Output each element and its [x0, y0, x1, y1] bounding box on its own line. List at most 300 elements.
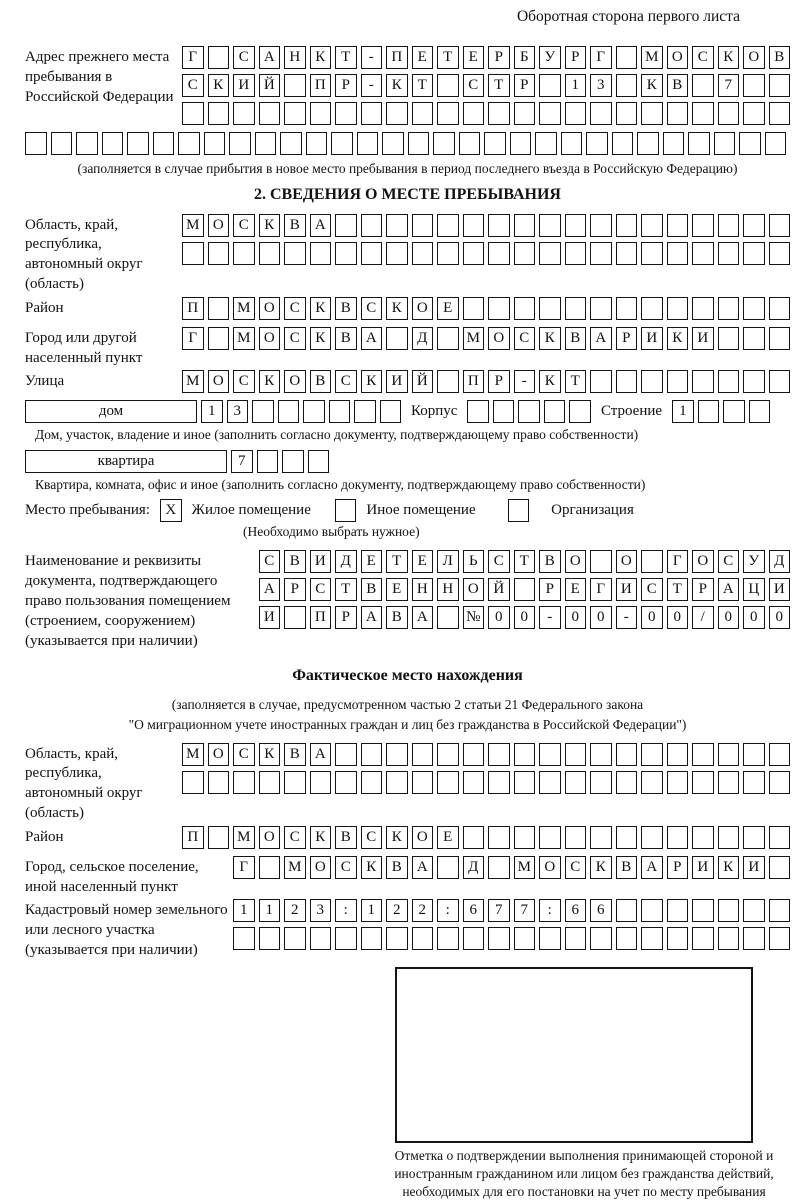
- char-cell[interactable]: [514, 743, 536, 766]
- char-cell[interactable]: Й: [412, 370, 434, 393]
- char-cell[interactable]: 0: [743, 606, 765, 629]
- char-cell[interactable]: [493, 400, 515, 423]
- char-cell[interactable]: Е: [565, 578, 587, 601]
- char-cell[interactable]: [437, 370, 459, 393]
- char-cell[interactable]: [641, 214, 663, 237]
- char-cell[interactable]: [386, 771, 408, 794]
- prev-address-row-4[interactable]: [25, 132, 790, 155]
- char-cell[interactable]: С: [233, 743, 255, 766]
- char-cell[interactable]: О: [488, 327, 510, 350]
- char-cell[interactable]: [565, 102, 587, 125]
- char-cell[interactable]: :: [539, 899, 561, 922]
- char-cell[interactable]: С: [259, 550, 281, 573]
- char-cell[interactable]: Д: [769, 550, 791, 573]
- char-cell[interactable]: [667, 214, 689, 237]
- char-cell[interactable]: [329, 400, 351, 423]
- char-cell[interactable]: С: [335, 856, 357, 879]
- char-cell[interactable]: [208, 102, 230, 125]
- korpus-row[interactable]: [467, 400, 591, 423]
- char-cell[interactable]: [743, 927, 765, 950]
- al-region-row-1[interactable]: [182, 743, 790, 766]
- char-cell[interactable]: Н: [437, 578, 459, 601]
- char-cell[interactable]: 2: [284, 899, 306, 922]
- char-cell[interactable]: [539, 102, 561, 125]
- char-cell[interactable]: [590, 242, 612, 265]
- char-cell[interactable]: [463, 242, 485, 265]
- char-cell[interactable]: А: [361, 327, 383, 350]
- char-cell[interactable]: Р: [488, 370, 510, 393]
- char-cell[interactable]: [586, 132, 608, 155]
- char-cell[interactable]: [204, 132, 226, 155]
- char-cell[interactable]: -: [361, 46, 383, 69]
- char-cell[interactable]: Р: [284, 578, 306, 601]
- char-cell[interactable]: С: [310, 578, 332, 601]
- char-cell[interactable]: [361, 927, 383, 950]
- char-cell[interactable]: [259, 771, 281, 794]
- char-cell[interactable]: [437, 214, 459, 237]
- char-cell[interactable]: [616, 74, 638, 97]
- char-cell[interactable]: [667, 927, 689, 950]
- char-cell[interactable]: Т: [335, 578, 357, 601]
- char-cell[interactable]: [308, 450, 330, 473]
- char-cell[interactable]: 7: [231, 450, 253, 473]
- char-cell[interactable]: [769, 102, 791, 125]
- char-cell[interactable]: С: [641, 578, 663, 601]
- char-cell[interactable]: С: [284, 327, 306, 350]
- char-cell[interactable]: Р: [335, 606, 357, 629]
- prev-address-row-2[interactable]: [175, 74, 790, 97]
- char-cell[interactable]: 3: [590, 74, 612, 97]
- house-type-box[interactable]: [25, 400, 197, 423]
- char-cell[interactable]: К: [539, 327, 561, 350]
- char-cell[interactable]: О: [284, 370, 306, 393]
- char-cell[interactable]: С: [718, 550, 740, 573]
- char-cell[interactable]: [284, 771, 306, 794]
- char-cell[interactable]: [278, 400, 300, 423]
- char-cell[interactable]: [361, 771, 383, 794]
- char-cell[interactable]: М: [641, 46, 663, 69]
- char-cell[interactable]: [565, 927, 587, 950]
- char-cell[interactable]: Е: [361, 550, 383, 573]
- char-cell[interactable]: [437, 927, 459, 950]
- city-row[interactable]: [182, 327, 790, 350]
- char-cell[interactable]: Ь: [463, 550, 485, 573]
- char-cell[interactable]: К: [310, 297, 332, 320]
- char-cell[interactable]: 0: [565, 606, 587, 629]
- char-cell[interactable]: 1: [565, 74, 587, 97]
- char-cell[interactable]: [514, 242, 536, 265]
- char-cell[interactable]: [718, 743, 740, 766]
- char-cell[interactable]: [335, 242, 357, 265]
- char-cell[interactable]: [386, 327, 408, 350]
- char-cell[interactable]: К: [361, 856, 383, 879]
- char-cell[interactable]: -: [539, 606, 561, 629]
- char-cell[interactable]: [769, 327, 791, 350]
- char-cell[interactable]: М: [463, 327, 485, 350]
- char-cell[interactable]: Н: [412, 578, 434, 601]
- char-cell[interactable]: [437, 606, 459, 629]
- al-city-row[interactable]: [230, 856, 790, 879]
- char-cell[interactable]: [76, 132, 98, 155]
- char-cell[interactable]: [303, 400, 325, 423]
- char-cell[interactable]: [310, 771, 332, 794]
- char-cell[interactable]: [259, 242, 281, 265]
- char-cell[interactable]: [182, 242, 204, 265]
- char-cell[interactable]: [310, 242, 332, 265]
- char-cell[interactable]: 3: [310, 899, 332, 922]
- char-cell[interactable]: 1: [361, 899, 383, 922]
- char-cell[interactable]: С: [565, 856, 587, 879]
- char-cell[interactable]: [437, 102, 459, 125]
- char-cell[interactable]: И: [692, 856, 714, 879]
- char-cell[interactable]: Ц: [743, 578, 765, 601]
- char-cell[interactable]: О: [208, 743, 230, 766]
- char-cell[interactable]: А: [361, 606, 383, 629]
- char-cell[interactable]: [692, 743, 714, 766]
- char-cell[interactable]: С: [692, 46, 714, 69]
- char-cell[interactable]: К: [259, 214, 281, 237]
- al-region-row-2[interactable]: [182, 771, 790, 794]
- char-cell[interactable]: К: [386, 297, 408, 320]
- char-cell[interactable]: [306, 132, 328, 155]
- char-cell[interactable]: К: [386, 74, 408, 97]
- char-cell[interactable]: [769, 214, 791, 237]
- char-cell[interactable]: [233, 102, 255, 125]
- char-cell[interactable]: Н: [284, 46, 306, 69]
- prev-address-row-1[interactable]: [175, 46, 790, 69]
- char-cell[interactable]: [335, 927, 357, 950]
- char-cell[interactable]: О: [208, 214, 230, 237]
- char-cell[interactable]: [718, 214, 740, 237]
- char-cell[interactable]: [463, 771, 485, 794]
- document-row-2[interactable]: [255, 578, 790, 601]
- char-cell[interactable]: Т: [412, 74, 434, 97]
- char-cell[interactable]: [692, 242, 714, 265]
- char-cell[interactable]: И: [743, 856, 765, 879]
- char-cell[interactable]: [692, 927, 714, 950]
- char-cell[interactable]: О: [692, 550, 714, 573]
- char-cell[interactable]: [208, 826, 230, 849]
- char-cell[interactable]: К: [590, 856, 612, 879]
- char-cell[interactable]: Б: [514, 46, 536, 69]
- char-cell[interactable]: [565, 214, 587, 237]
- char-cell[interactable]: [539, 826, 561, 849]
- char-cell[interactable]: [641, 927, 663, 950]
- char-cell[interactable]: [692, 771, 714, 794]
- char-cell[interactable]: Е: [386, 578, 408, 601]
- char-cell[interactable]: О: [616, 550, 638, 573]
- char-cell[interactable]: И: [233, 74, 255, 97]
- char-cell[interactable]: А: [259, 46, 281, 69]
- char-cell[interactable]: С: [233, 370, 255, 393]
- char-cell[interactable]: [743, 826, 765, 849]
- char-cell[interactable]: У: [743, 550, 765, 573]
- char-cell[interactable]: [335, 771, 357, 794]
- char-cell[interactable]: [743, 327, 765, 350]
- char-cell[interactable]: [718, 327, 740, 350]
- char-cell[interactable]: [769, 743, 791, 766]
- char-cell[interactable]: [590, 297, 612, 320]
- char-cell[interactable]: Г: [667, 550, 689, 573]
- char-cell[interactable]: [208, 242, 230, 265]
- char-cell[interactable]: М: [233, 297, 255, 320]
- cadastral-row-2[interactable]: [233, 927, 790, 950]
- char-cell[interactable]: [412, 771, 434, 794]
- char-cell[interactable]: [335, 743, 357, 766]
- char-cell[interactable]: [590, 550, 612, 573]
- char-cell[interactable]: [667, 297, 689, 320]
- char-cell[interactable]: К: [259, 743, 281, 766]
- char-cell[interactable]: [692, 899, 714, 922]
- prev-address-row-3[interactable]: [175, 102, 790, 125]
- char-cell[interactable]: [544, 400, 566, 423]
- char-cell[interactable]: И: [641, 327, 663, 350]
- char-cell[interactable]: О: [667, 46, 689, 69]
- char-cell[interactable]: :: [437, 899, 459, 922]
- char-cell[interactable]: [412, 242, 434, 265]
- district-row[interactable]: [182, 297, 790, 320]
- char-cell[interactable]: [590, 927, 612, 950]
- char-cell[interactable]: [749, 400, 771, 423]
- char-cell[interactable]: А: [718, 578, 740, 601]
- char-cell[interactable]: 7: [718, 74, 740, 97]
- char-cell[interactable]: 1: [233, 899, 255, 922]
- char-cell[interactable]: [565, 826, 587, 849]
- char-cell[interactable]: С: [514, 327, 536, 350]
- char-cell[interactable]: [182, 771, 204, 794]
- char-cell[interactable]: [229, 132, 251, 155]
- char-cell[interactable]: С: [182, 74, 204, 97]
- char-cell[interactable]: [561, 132, 583, 155]
- char-cell[interactable]: 0: [718, 606, 740, 629]
- char-cell[interactable]: [539, 214, 561, 237]
- apartment-type-box[interactable]: [25, 450, 227, 473]
- char-cell[interactable]: [252, 400, 274, 423]
- char-cell[interactable]: В: [769, 46, 791, 69]
- char-cell[interactable]: А: [259, 578, 281, 601]
- char-cell[interactable]: [718, 771, 740, 794]
- char-cell[interactable]: [641, 743, 663, 766]
- region-row-1[interactable]: [182, 214, 790, 237]
- char-cell[interactable]: Й: [488, 578, 510, 601]
- char-cell[interactable]: Р: [565, 46, 587, 69]
- char-cell[interactable]: К: [208, 74, 230, 97]
- char-cell[interactable]: [310, 102, 332, 125]
- char-cell[interactable]: С: [488, 550, 510, 573]
- char-cell[interactable]: [641, 826, 663, 849]
- char-cell[interactable]: В: [386, 606, 408, 629]
- char-cell[interactable]: [569, 400, 591, 423]
- char-cell[interactable]: [641, 242, 663, 265]
- char-cell[interactable]: [488, 856, 510, 879]
- char-cell[interactable]: [641, 771, 663, 794]
- char-cell[interactable]: [488, 297, 510, 320]
- char-cell[interactable]: [208, 46, 230, 69]
- char-cell[interactable]: [102, 132, 124, 155]
- char-cell[interactable]: [616, 46, 638, 69]
- char-cell[interactable]: [616, 102, 638, 125]
- char-cell[interactable]: [127, 132, 149, 155]
- char-cell[interactable]: [769, 74, 791, 97]
- char-cell[interactable]: [412, 214, 434, 237]
- char-cell[interactable]: [616, 743, 638, 766]
- char-cell[interactable]: [310, 927, 332, 950]
- char-cell[interactable]: Г: [233, 856, 255, 879]
- char-cell[interactable]: [510, 132, 532, 155]
- char-cell[interactable]: 3: [227, 400, 249, 423]
- char-cell[interactable]: 1: [259, 899, 281, 922]
- char-cell[interactable]: К: [667, 327, 689, 350]
- char-cell[interactable]: В: [284, 214, 306, 237]
- char-cell[interactable]: П: [310, 606, 332, 629]
- char-cell[interactable]: [331, 132, 353, 155]
- char-cell[interactable]: [590, 214, 612, 237]
- char-cell[interactable]: [641, 899, 663, 922]
- char-cell[interactable]: [463, 826, 485, 849]
- char-cell[interactable]: [488, 771, 510, 794]
- char-cell[interactable]: [208, 771, 230, 794]
- char-cell[interactable]: Т: [488, 74, 510, 97]
- char-cell[interactable]: 1: [201, 400, 223, 423]
- char-cell[interactable]: О: [743, 46, 765, 69]
- char-cell[interactable]: Р: [488, 46, 510, 69]
- char-cell[interactable]: [616, 826, 638, 849]
- char-cell[interactable]: 0: [641, 606, 663, 629]
- cadastral-row-1[interactable]: [233, 899, 790, 922]
- char-cell[interactable]: [488, 743, 510, 766]
- char-cell[interactable]: [514, 102, 536, 125]
- street-row[interactable]: [182, 370, 790, 393]
- char-cell[interactable]: [714, 132, 736, 155]
- char-cell[interactable]: [412, 102, 434, 125]
- char-cell[interactable]: [514, 771, 536, 794]
- char-cell[interactable]: [743, 370, 765, 393]
- char-cell[interactable]: Г: [590, 46, 612, 69]
- char-cell[interactable]: [743, 743, 765, 766]
- checkbox-other-premises[interactable]: [335, 499, 357, 522]
- char-cell[interactable]: [769, 927, 791, 950]
- char-cell[interactable]: М: [182, 743, 204, 766]
- char-cell[interactable]: [233, 242, 255, 265]
- char-cell[interactable]: [641, 297, 663, 320]
- char-cell[interactable]: [437, 74, 459, 97]
- apartment-number-row[interactable]: [231, 450, 329, 473]
- char-cell[interactable]: [386, 743, 408, 766]
- char-cell[interactable]: [208, 327, 230, 350]
- char-cell[interactable]: [488, 102, 510, 125]
- char-cell[interactable]: [590, 102, 612, 125]
- char-cell[interactable]: М: [284, 856, 306, 879]
- char-cell[interactable]: [437, 327, 459, 350]
- char-cell[interactable]: М: [233, 327, 255, 350]
- char-cell[interactable]: [565, 743, 587, 766]
- char-cell[interactable]: [718, 242, 740, 265]
- char-cell[interactable]: [535, 132, 557, 155]
- char-cell[interactable]: Е: [463, 46, 485, 69]
- char-cell[interactable]: [382, 132, 404, 155]
- char-cell[interactable]: И: [616, 578, 638, 601]
- char-cell[interactable]: 6: [463, 899, 485, 922]
- char-cell[interactable]: [463, 297, 485, 320]
- char-cell[interactable]: [178, 132, 200, 155]
- char-cell[interactable]: [769, 899, 791, 922]
- char-cell[interactable]: [361, 242, 383, 265]
- char-cell[interactable]: И: [769, 578, 791, 601]
- char-cell[interactable]: [25, 132, 47, 155]
- char-cell[interactable]: [718, 102, 740, 125]
- char-cell[interactable]: 6: [565, 899, 587, 922]
- char-cell[interactable]: В: [310, 370, 332, 393]
- char-cell[interactable]: О: [208, 370, 230, 393]
- char-cell[interactable]: [233, 771, 255, 794]
- char-cell[interactable]: [743, 899, 765, 922]
- char-cell[interactable]: Д: [463, 856, 485, 879]
- char-cell[interactable]: [663, 132, 685, 155]
- char-cell[interactable]: У: [539, 46, 561, 69]
- char-cell[interactable]: [739, 132, 761, 155]
- char-cell[interactable]: В: [616, 856, 638, 879]
- char-cell[interactable]: [692, 74, 714, 97]
- char-cell[interactable]: [539, 743, 561, 766]
- char-cell[interactable]: Е: [437, 826, 459, 849]
- char-cell[interactable]: [361, 102, 383, 125]
- char-cell[interactable]: К: [539, 370, 561, 393]
- char-cell[interactable]: [565, 297, 587, 320]
- char-cell[interactable]: Т: [514, 550, 536, 573]
- char-cell[interactable]: [514, 927, 536, 950]
- char-cell[interactable]: В: [284, 550, 306, 573]
- char-cell[interactable]: В: [667, 74, 689, 97]
- char-cell[interactable]: [514, 214, 536, 237]
- char-cell[interactable]: [667, 370, 689, 393]
- char-cell[interactable]: 6: [590, 899, 612, 922]
- char-cell[interactable]: [233, 927, 255, 950]
- char-cell[interactable]: [539, 297, 561, 320]
- char-cell[interactable]: Р: [616, 327, 638, 350]
- char-cell[interactable]: Г: [590, 578, 612, 601]
- char-cell[interactable]: 0: [769, 606, 791, 629]
- char-cell[interactable]: [692, 370, 714, 393]
- char-cell[interactable]: В: [361, 578, 383, 601]
- char-cell[interactable]: Е: [412, 46, 434, 69]
- char-cell[interactable]: 0: [590, 606, 612, 629]
- char-cell[interactable]: О: [412, 297, 434, 320]
- char-cell[interactable]: [688, 132, 710, 155]
- char-cell[interactable]: 2: [412, 899, 434, 922]
- char-cell[interactable]: [718, 297, 740, 320]
- char-cell[interactable]: [692, 102, 714, 125]
- char-cell[interactable]: [433, 132, 455, 155]
- char-cell[interactable]: [590, 771, 612, 794]
- checkbox-organization[interactable]: [508, 499, 530, 522]
- char-cell[interactable]: [255, 132, 277, 155]
- char-cell[interactable]: [769, 771, 791, 794]
- char-cell[interactable]: [692, 826, 714, 849]
- char-cell[interactable]: [257, 450, 279, 473]
- char-cell[interactable]: [616, 214, 638, 237]
- char-cell[interactable]: [616, 927, 638, 950]
- char-cell[interactable]: М: [514, 856, 536, 879]
- char-cell[interactable]: Д: [335, 550, 357, 573]
- char-cell[interactable]: М: [182, 370, 204, 393]
- char-cell[interactable]: Д: [412, 327, 434, 350]
- char-cell[interactable]: О: [412, 826, 434, 849]
- char-cell[interactable]: [769, 370, 791, 393]
- char-cell[interactable]: [641, 102, 663, 125]
- char-cell[interactable]: С: [284, 297, 306, 320]
- char-cell[interactable]: [514, 578, 536, 601]
- char-cell[interactable]: [361, 743, 383, 766]
